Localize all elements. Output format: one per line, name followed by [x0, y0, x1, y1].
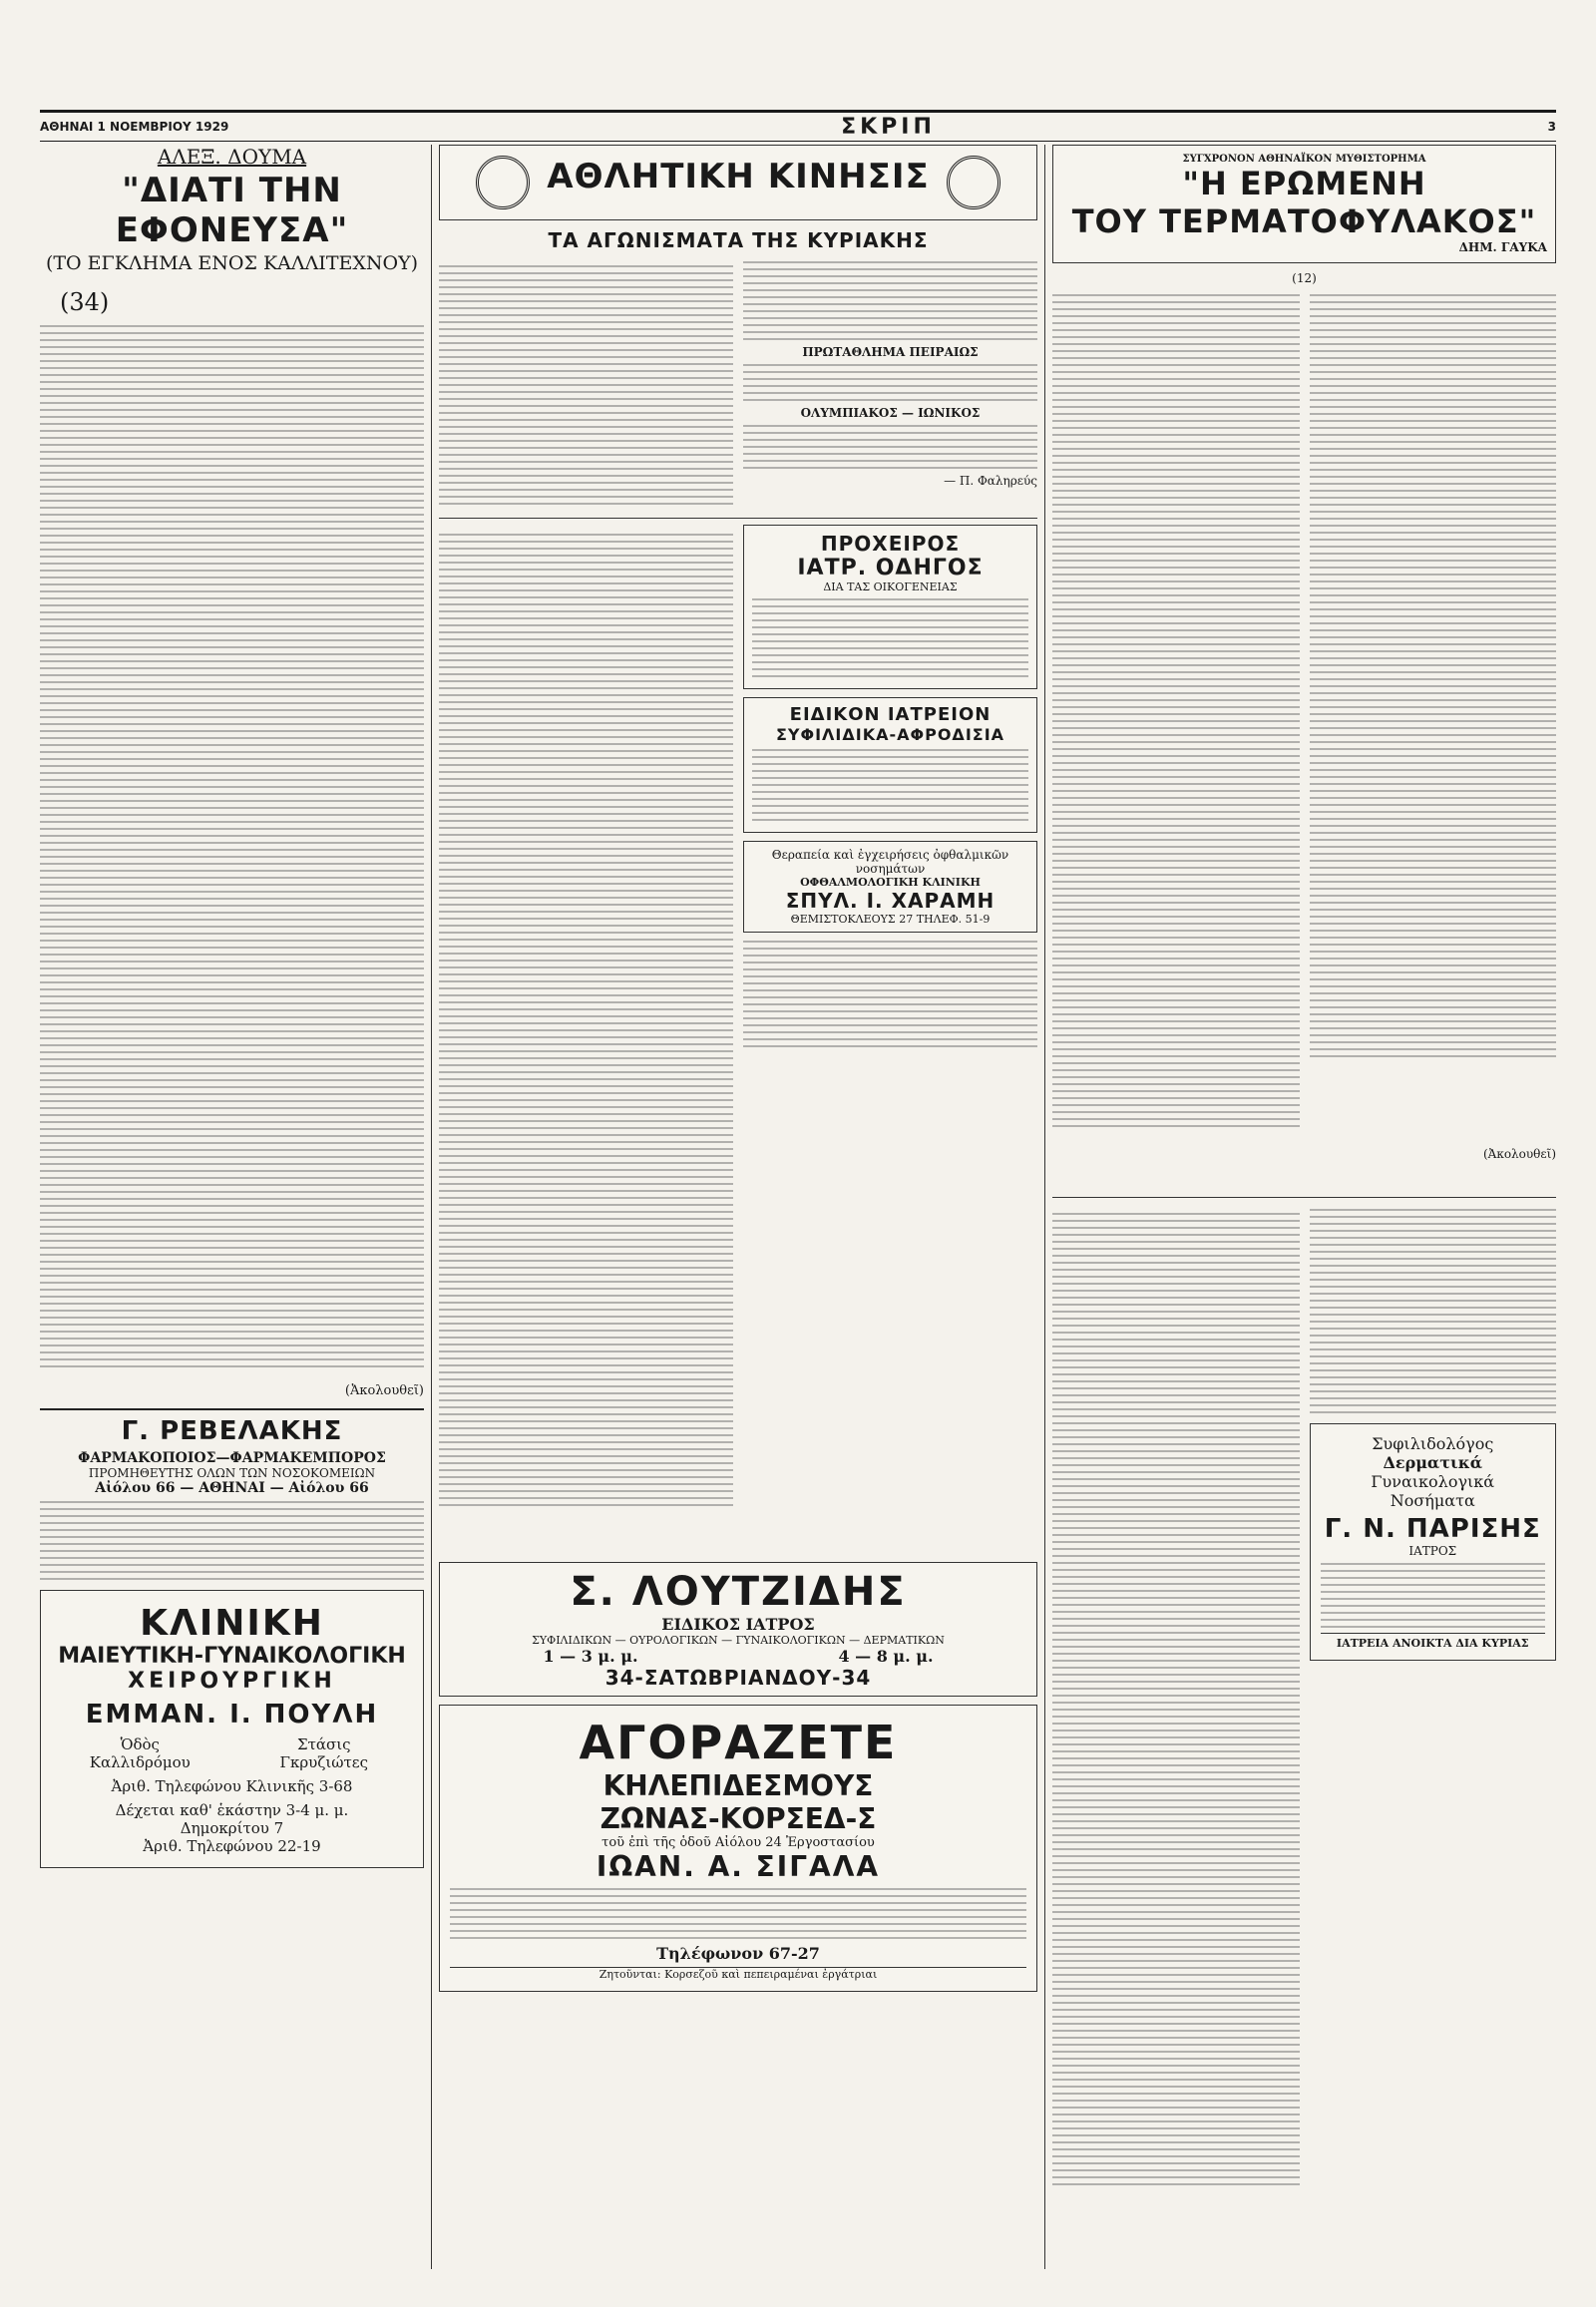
pharmacy-name: Γ. ΡΕΒΕΛΑΚΗΣ	[121, 1416, 343, 1446]
pharmacy-line1: ΦΑΡΜΑΚΟΠΟΙΟΣ—ΦΑΡΜΑΚΕΜΠΟΡΟΣ	[78, 1450, 386, 1466]
sports-header-box	[439, 145, 1037, 220]
street: Καλλιδρόμου	[89, 1753, 191, 1771]
guide-title2: ΙΑΤΡ. ΟΔΗΓΟΣ	[797, 556, 984, 580]
eye-clinic-addr: ΘΕΜΙΣΤΟΚΛΕΟΥΣ 27 ΤΗΛΕΦ. 51-9	[790, 913, 991, 926]
left-column	[40, 145, 424, 2269]
guide-title: ΠΡΟΧΕΙΡΟΣ	[820, 532, 961, 556]
parisis-spec1: Συφιλιδολόγος	[1372, 1434, 1494, 1453]
clinic-subtitle: ΜΑΙΕΥΤΙΚΗ-ΓΥΝΑΙΚΟΛΟΓΙΚΗ	[58, 1644, 406, 1669]
parisis-spec3: Γυναικολογικά	[1371, 1472, 1495, 1491]
clinic-street2: Δημοκρίτου 7	[180, 1819, 284, 1837]
issue-date: ΑΘΗΝΑΙ 1 ΝΟΕΜΒΡΙΟΥ 1929	[40, 120, 229, 134]
novel2-title-2: ΤΟΥ ΤΕΡΜΑΤΟΦΥΛΑΚΟΣ"	[1071, 202, 1537, 240]
notice-text	[439, 529, 733, 1556]
novel-title: "ΔΙΑΤΙ ΤΗΝ ΕΦΟΝΕΥΣΑ"	[115, 171, 349, 250]
clinic-subtitle2: ΧΕΙΡΟΥΡΓΙΚΗ	[128, 1669, 336, 1694]
novel2-text-1	[1052, 289, 1300, 1187]
clinic-phone2: Ἀριθ. Τηλεφώνου 22-19	[143, 1837, 321, 1855]
sports-section1: ΠΡΩΤΑΘΛΗΜΑ ΠΕΙΡΑΙΩΣ	[802, 345, 979, 359]
middle-column	[439, 145, 1037, 2269]
corset-title: ΑΓΟΡΑΖΕΤΕ	[579, 1716, 898, 1769]
corset-footer: Ζητοῦνται: Κορσεζοῦ καὶ πεπειραμέναι ἐργάτριαι	[450, 1967, 1026, 1981]
novel-author: ΑΛΕΞ. ΔΟΥΜΑ	[157, 145, 307, 169]
clinic-ad	[40, 1590, 424, 1868]
clinic-phone1: Ἀριθ. Τηλεφώνου Κλινικῆς 3-68	[111, 1777, 353, 1795]
sports-text-1	[439, 260, 733, 510]
novel2-author: ΔΗΜ. ΓΑΥΚΑ	[1458, 240, 1547, 254]
page-number: 3	[1547, 120, 1556, 134]
parisis-footer: ΙΑΤΡΕΙΑ ΑΝΟΙΚΤΑ ΔΙΑ ΚΥΡΙΑΣ	[1321, 1633, 1546, 1650]
medical-guide-ad	[743, 525, 1037, 689]
parisis-ad	[1310, 1423, 1557, 1661]
doctor-hours2: 4 — 8 μ. μ.	[838, 1647, 934, 1666]
novel-text	[40, 320, 424, 1377]
stop: Γκρυζιώτες	[279, 1753, 368, 1771]
street-label: Ὁδὸς	[120, 1735, 160, 1753]
clinic-doctor: ΕΜΜΑΝ. Ι. ΠΟΥΛΗ	[85, 1700, 379, 1730]
eye-clinic-ad	[743, 841, 1037, 933]
eye-clinic-top: Θεραπεία καὶ ἐγχειρήσεις ὀφθαλμικῶν νοσημάτων	[771, 848, 1009, 876]
corset-line3: τοῦ ἐπὶ τῆς ὁδοῦ Αἰόλου 24 Ἐργοστασίου	[601, 1835, 875, 1850]
sports-subheader: ΤΑ ΑΓΩΝΙΣΜΑΤΑ ΤΗΣ ΚΥΡΙΑΚΗΣ	[548, 228, 929, 252]
novel2-episode: (12)	[1292, 271, 1317, 285]
parisis-title: ΙΑΤΡΟΣ	[1408, 1544, 1457, 1558]
column-rule	[1044, 145, 1045, 2269]
stop-label: Στάσις	[296, 1735, 351, 1753]
corset-name: ΙΩΑΝ. Α. ΣΙΓΑΛΑ	[596, 1850, 881, 1883]
corset-phone: Τηλέφωνον 67-27	[656, 1944, 820, 1963]
novel2-title-1: "Η ΕΡΩΜΕΝΗ	[1182, 165, 1426, 202]
sports-byline: — Π. Φαληρεύς	[944, 474, 1037, 488]
doctor-address: 34-ΣΑΤΩΒΡΙΑΝΔΟΥ-34	[604, 1666, 872, 1690]
doctor-ad	[439, 1562, 1037, 1697]
ornament-icon	[947, 156, 1000, 209]
sports-section2: ΟΛΥΜΠΙΑΚΟΣ — ΙΩΝΙΚΟΣ	[800, 406, 981, 420]
doctor-hours1: 1 — 3 μ. μ.	[543, 1647, 638, 1666]
doctor-title: ΕΙΔΙΚΟΣ ΙΑΤΡΟΣ	[661, 1615, 815, 1634]
doctor-name: Σ. ΛΟΥΤΖΙΔΗΣ	[570, 1569, 907, 1615]
novel2-text-2	[1310, 289, 1557, 1147]
eye-clinic-sub: ΟΦΘΑΛΜΟΛΟΓΙΚΗ ΚΛΙΝΙΚΗ	[800, 876, 981, 889]
corset-line1: ΚΗΛΕΠΙΔΕΣΜΟΥΣ	[602, 1769, 874, 1802]
masthead	[40, 110, 1556, 142]
ornament-icon	[476, 156, 530, 209]
pharmacy-ad	[40, 1408, 424, 1580]
special-clinic-ad	[743, 697, 1037, 833]
right-column	[1052, 145, 1556, 2269]
novel2-series: ΣΥΓΧΡΟΝΟΝ ΑΘΗΝΑΪΚΟΝ ΜΥΘΙΣΤΟΡΗΜΑ	[1182, 154, 1426, 165]
clinic2-title: ΕΙΔΙΚΟΝ ΙΑΤΡΕΙΟΝ	[789, 704, 992, 725]
corset-ad	[439, 1705, 1037, 1992]
clinic-hours: Δέχεται καθ' ἑκάστην 3-4 μ. μ.	[115, 1801, 349, 1819]
doctor-spec: ΣΥΦΙΛΙΔΙΚΩΝ — ΟΥΡΟΛΟΓΙΚΩΝ — ΓΥΝΑΙΚΟΛΟΓΙΚΩΝ — ΔΕΡΜΑΤΙΚΩΝ	[532, 1634, 945, 1647]
parisis-spec2: Δερματικά	[1383, 1453, 1483, 1472]
novel2-header	[1052, 145, 1556, 263]
auction-text	[1052, 1208, 1300, 2269]
novel-subtitle: (ΤΟ ΕΓΚΛΗΜΑ ΕΝΟΣ ΚΑΛΛΙΤΕΧΝΟΥ)	[45, 252, 419, 274]
novel-continued: (Ἀκολουθεῖ)	[344, 1383, 424, 1398]
sports-text-2	[743, 261, 1037, 340]
parisis-name: Γ. Ν. ΠΑΡΙΣΗΣ	[1324, 1514, 1541, 1544]
guide-sub: ΔΙΑ ΤΑΣ ΟΙΚΟΓΕΝΕΙΑΣ	[823, 580, 958, 593]
novel2-continued: (Ἀκολουθεῖ)	[1482, 1147, 1556, 1161]
sports-header: ΑΘΛΗΤΙΚΗ ΚΙΝΗΣΙΣ	[547, 156, 930, 196]
corset-line2: ΖΩΝΑΣ-ΚΟΡΣΕΔ-Σ	[599, 1802, 877, 1835]
pharmacy-address: Αἰόλου 66 — ΑΘΗΝΑΙ — Αἰόλου 66	[95, 1480, 369, 1496]
eye-clinic-name: ΣΠΥΛ. Ι. ΧΑΡΑΜΗ	[785, 889, 996, 913]
paper-name: ΣΚΡΙΠ	[841, 114, 936, 140]
novel-episode: (34)	[60, 288, 110, 316]
clinic-title: ΚΛΙΝΙΚΗ	[140, 1603, 324, 1644]
pharmacy-line2: ΠΡΟΜΗΘΕΥΤΗΣ ΟΛΩΝ ΤΩΝ ΝΟΣΟΚΟΜΕΙΩΝ	[88, 1466, 376, 1480]
parisis-spec4: Νοσήματα	[1390, 1491, 1475, 1510]
pharmacy-text	[40, 1501, 424, 1580]
column-rule	[431, 145, 432, 2269]
clinic2-sub: ΣΥΦΙΛΙΔΙΚΑ-ΑΦΡΟΔΙΣΙΑ	[775, 725, 1005, 744]
